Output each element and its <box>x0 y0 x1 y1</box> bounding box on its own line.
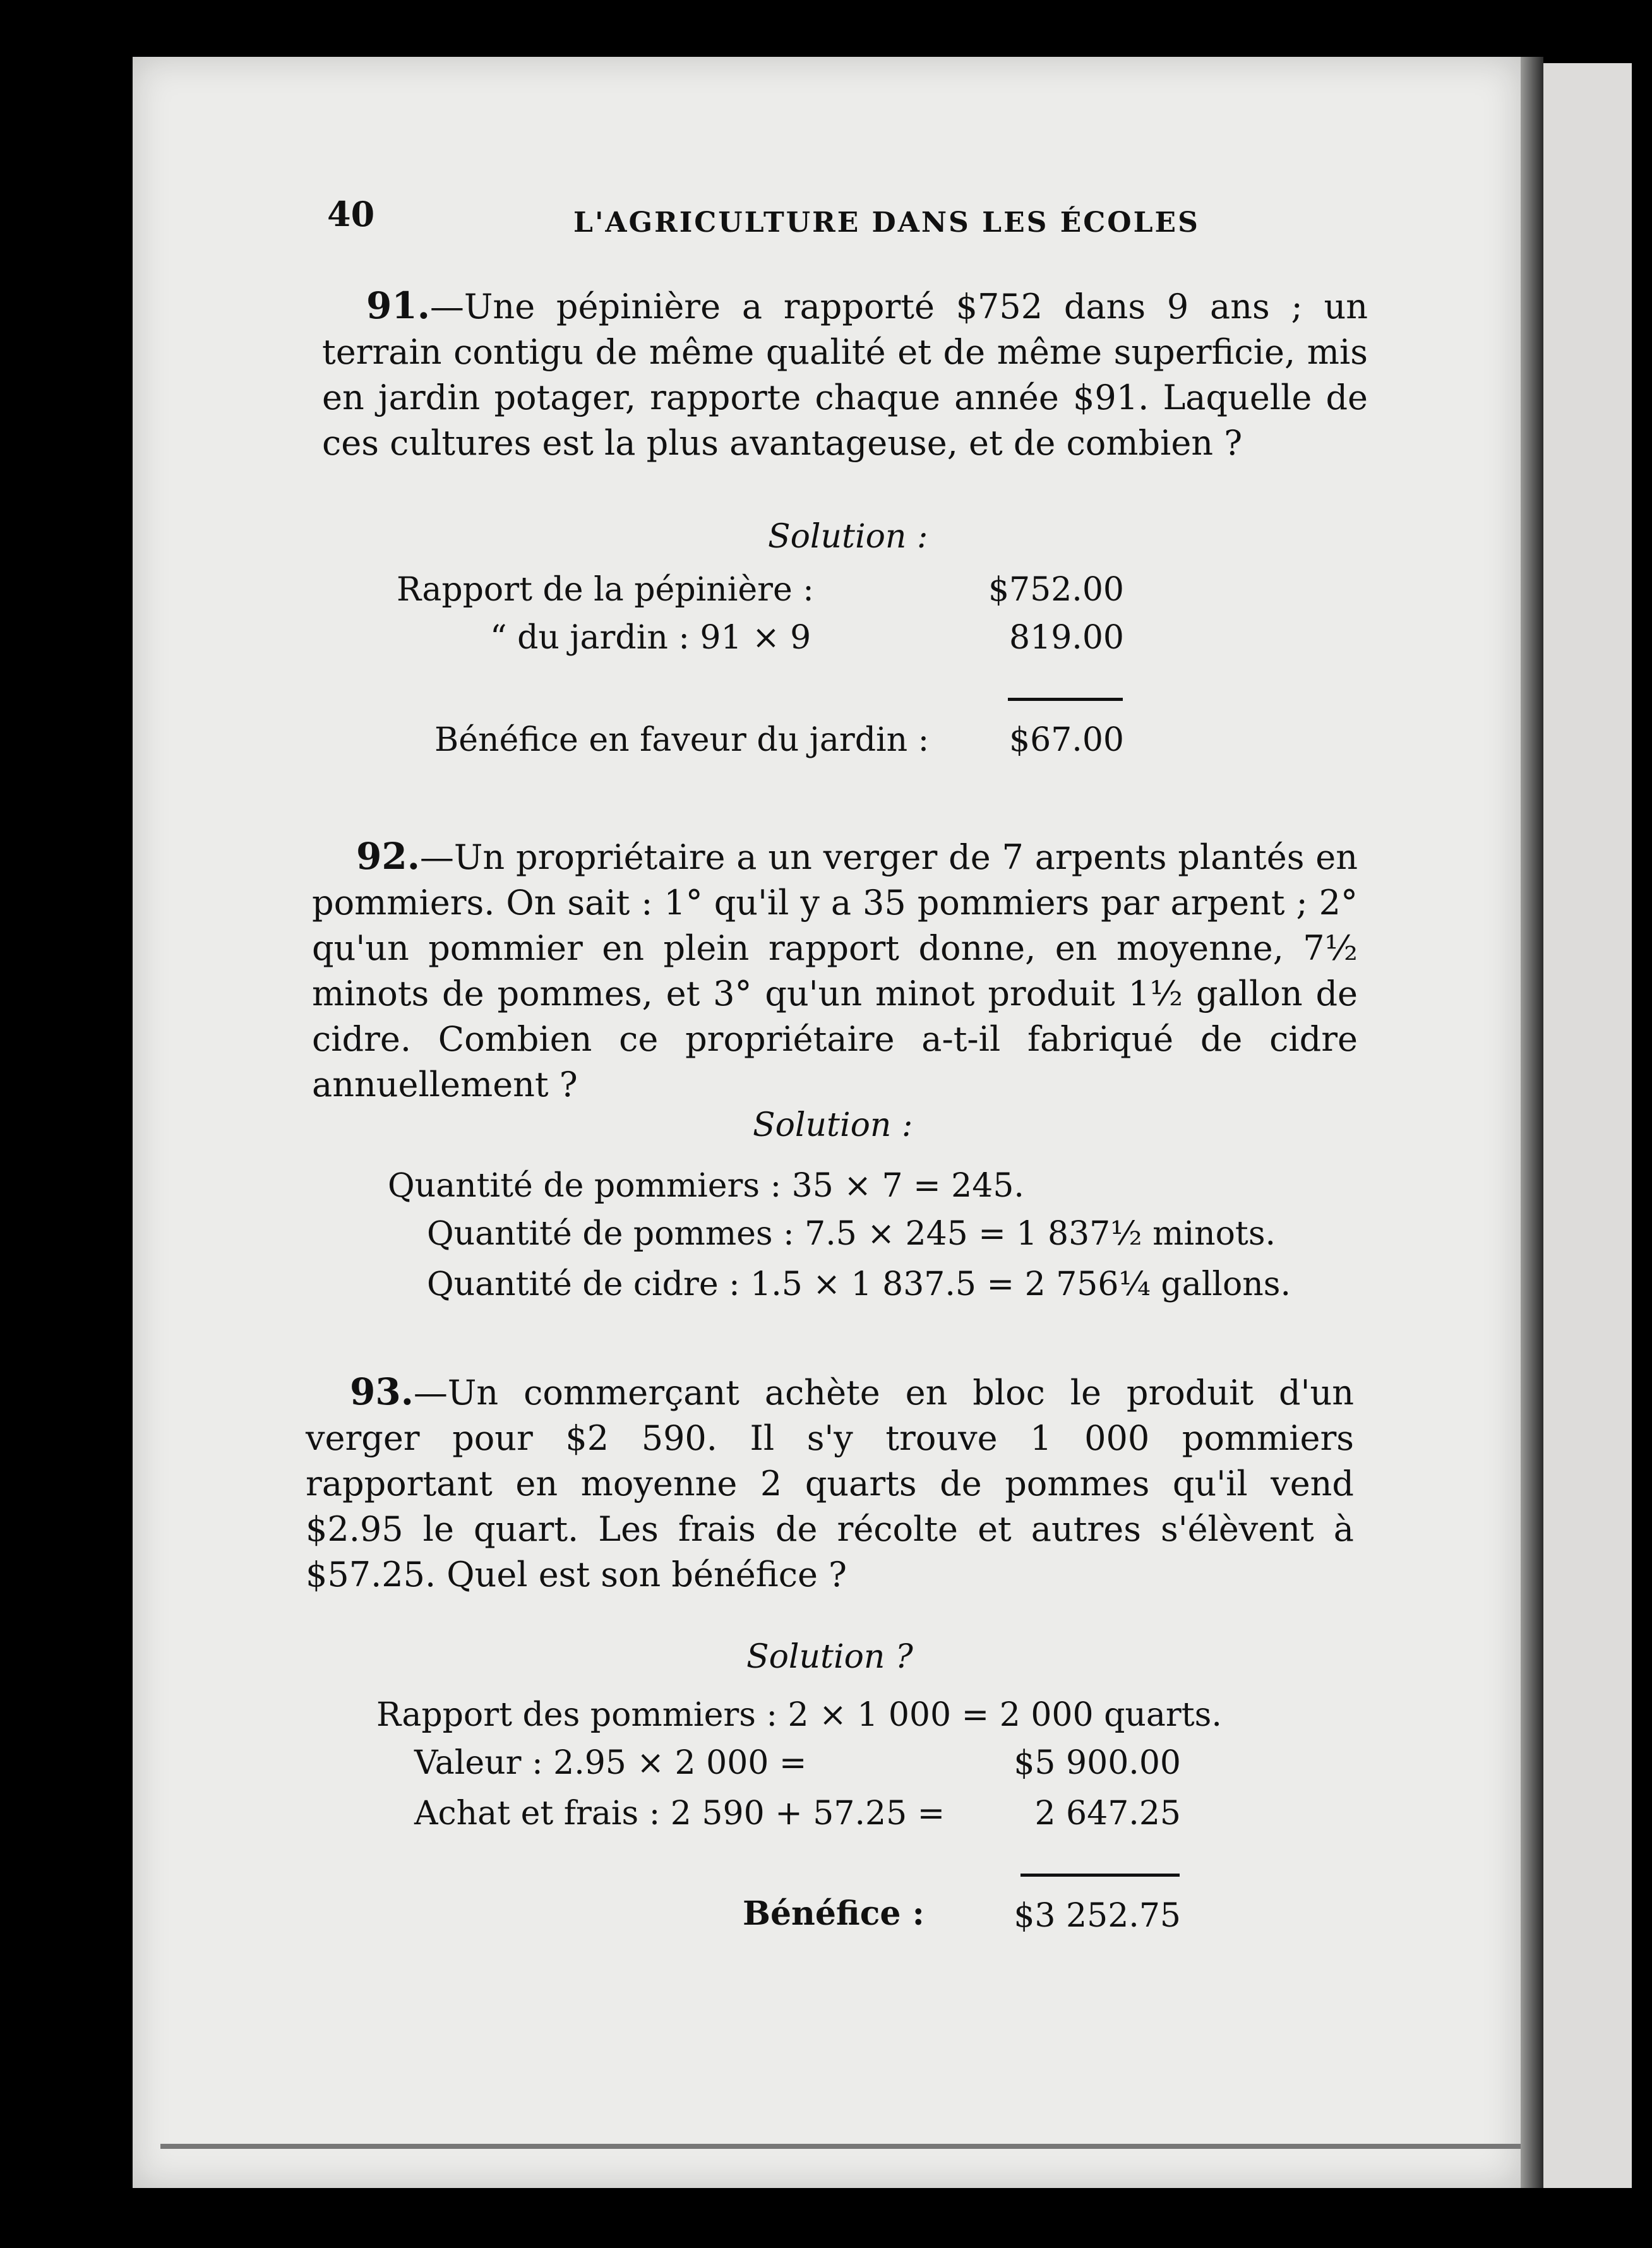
sum-rule <box>1008 698 1123 701</box>
page-number: 40 <box>327 194 375 234</box>
solution-line: Quantité de cidre : 1.5 × 1 837.5 = 2 756¼ gallons. <box>427 1265 1291 1303</box>
problem-number: 93. <box>350 1370 414 1413</box>
solution-line: Quantité de pommiers : 35 × 7 = 245. <box>388 1167 1024 1205</box>
problem-91-paragraph <box>322 283 1368 466</box>
problem-text: —Un propriétaire a un verger de 7 arpents plantés en pommiers. On sait : 1° qu'il y a 35 pommiers par arpent ; 2° qu'un pommier en plein rapport donne, en moyenne, 7½ minots de pommes, et 3° qu'un minot produit 1½ gallon de cidre. Combien ce propriétaire a-t-il fabriqué de cidre annuellement ? <box>312 837 1358 1104</box>
solution-amount: $752.00 <box>988 571 1124 609</box>
solution-amount: 819.00 <box>1009 619 1124 657</box>
problem-number: 91. <box>366 284 430 327</box>
solution-amount: $67.00 <box>1009 721 1124 759</box>
facing-page-edge <box>1543 63 1632 2188</box>
page-bottom-edge <box>160 2144 1521 2149</box>
solution-line: Achat et frais : 2 590 + 57.25 = <box>414 1795 945 1832</box>
problem-93-paragraph <box>306 1369 1354 1598</box>
problem-92-paragraph <box>312 834 1358 1108</box>
solution-line: Rapport de la pépinière : <box>397 571 814 609</box>
solution-amount: $3 252.75 <box>1014 1897 1181 1935</box>
sum-rule <box>1021 1874 1180 1877</box>
book-gutter-right <box>1521 57 1543 2188</box>
problem-number: 92. <box>356 835 420 878</box>
solution-amount: $5 900.00 <box>1014 1744 1181 1782</box>
solution-line: Valeur : 2.95 × 2 000 = <box>414 1744 807 1782</box>
solution-line: Bénéfice en faveur du jardin : <box>434 721 930 759</box>
solution-amount: 2 647.25 <box>1034 1795 1181 1832</box>
solution-line: “ du jardin : 91 × 9 <box>490 619 811 657</box>
problem-text: —Un commerçant achète en bloc le produit d'un verger pour $2 590. Il s'y trouve 1 000 pommiers rapportant en moyenne 2 quarts de pommes qu'il vend $2.95 le quart. Les frais de récolte et autres s'élèvent à $57.25. Quel est son bénéfice ? <box>306 1373 1354 1594</box>
solution-line: Rapport des pommiers : 2 × 1 000 = 2 000 quarts. <box>376 1696 1222 1734</box>
solution-title: Solution ? <box>746 1638 913 1676</box>
solution-line: Quantité de pommes : 7.5 × 245 = 1 837½ minots. <box>427 1215 1276 1253</box>
solution-line: Bénéfice : <box>743 1894 925 1933</box>
solution-title: Solution : <box>753 1106 913 1144</box>
problem-text: —Une pépinière a rapporté $752 dans 9 ans ; un terrain contigu de même qualité et de même superficie, mis en jardin potager, rapporte chaque année $91. Laquelle de ces cultures est la plus avantageuse, et de combien ? <box>322 287 1368 463</box>
solution-title: Solution : <box>768 518 928 556</box>
running-title: L'AGRICULTURE DANS LES ÉCOLES <box>573 206 1200 239</box>
